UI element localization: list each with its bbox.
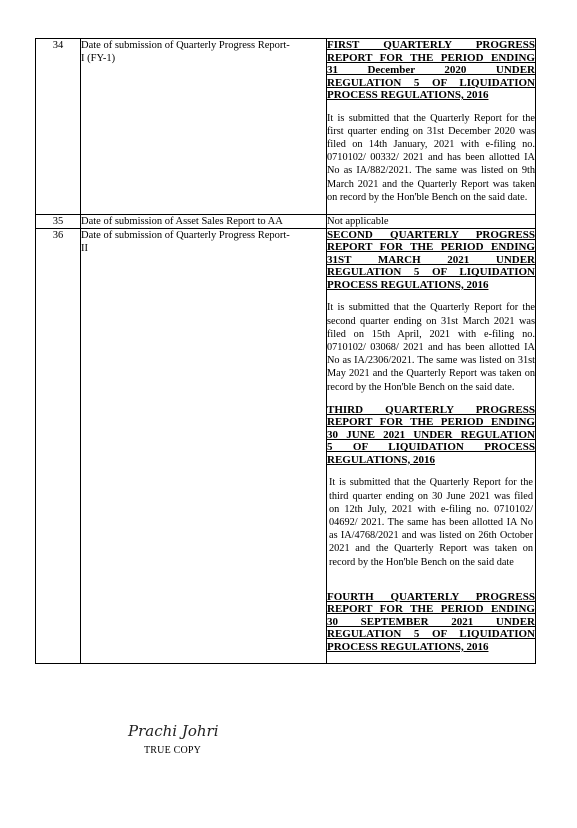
heading-line: REPORT FOR THE PERIOD ENDING — [327, 416, 535, 429]
row-value — [327, 228, 536, 663]
liquidation-status-table — [35, 38, 536, 664]
heading-line: REGULATIONS, 2016 — [327, 453, 435, 466]
heading-line: REPORT FOR THE PERIOD ENDING — [327, 241, 535, 254]
description-line: Date of submission of Asset Sales Report to AA — [81, 215, 283, 227]
heading-line: PROCESS REGULATIONS, 2016 — [327, 89, 489, 101]
heading-line: 31 December 2020 UNDER — [327, 64, 535, 76]
heading-line: PROCESS REGULATIONS, 2016 — [327, 278, 489, 291]
row-value — [327, 39, 536, 215]
report-paragraph: It is submitted that the Quarterly Report for the second quarter ending on 31st March 2021 was filed on 15th April, 2021 with e-filing no. 0710102/ 03068/ 2021 and has been allotted IA No as IA/2306/2021. The same was listed on 31st May 2021 and the Quarterly Report was taken on record by the Hon'ble Bench on the said date. — [327, 302, 535, 393]
heading-line: 30 JUNE 2021 UNDER REGULATION — [327, 428, 535, 441]
description-line: Date of submission of Quarterly Progress Report- — [81, 229, 290, 241]
heading-line: FOURTH QUARTERLY PROGRESS — [327, 590, 535, 603]
row-description — [81, 39, 327, 215]
true-copy-stamp: TRUE COPY — [144, 745, 202, 756]
heading-line: REPORT FOR THE PERIOD ENDING — [327, 51, 535, 64]
report-paragraph: It is submitted that the Quarterly Report for the first quarter ending on 31st December 2020 was filed on 14th January, 2021 with e-filing no. 0710102/ 00332/ 2021 and has been allotted IA No as IA/882/2021. The same was listed on 9th March 2021 and the Quarterly Report was taken on record by the Hon'ble Bench on the said date. — [327, 112, 535, 203]
row-value: Not applicable — [327, 214, 536, 228]
signature: Prachi Johri — [128, 722, 219, 740]
heading-line: PROCESS REGULATIONS, 2016 — [327, 640, 489, 653]
heading-line: REPORT FOR THE PERIOD ENDING — [327, 603, 535, 616]
heading-line: REGULATION 5 OF LIQUIDATION — [327, 76, 535, 89]
report-paragraph: It is submitted that the Quarterly Report for the third quarter ending on 30 June 2021 was filed on 12th July, 2021 with e-filing no. 0710102/ 04692/ 2021. The same has been allotted IA No as IA/4768/2021 and was listed on 26th October 2021 and the Quarterly Report was taken on record by the Hon'ble Bench on the said date — [329, 477, 533, 568]
table-row — [36, 228, 536, 663]
row-description — [81, 214, 327, 228]
table-row — [36, 39, 536, 215]
heading-line: 31ST MARCH 2021 UNDER — [327, 253, 535, 266]
report-heading — [327, 229, 535, 292]
row-number: 36 — [36, 228, 81, 663]
heading-line: 30 SEPTEMBER 2021 UNDER — [327, 615, 535, 628]
report-heading — [327, 591, 535, 654]
heading-line: THIRD QUARTERLY PROGRESS — [327, 403, 535, 416]
row-number: 35 — [36, 214, 81, 228]
description-line: Date of submission of Quarterly Progress Report- — [81, 40, 290, 51]
row-description — [81, 228, 327, 663]
heading-line: 5 OF LIQUIDATION PROCESS — [327, 441, 535, 454]
report-heading — [327, 39, 535, 102]
heading-line: REGULATION 5 OF LIQUIDATION — [327, 266, 535, 279]
table-row — [36, 214, 536, 228]
description-line: II — [81, 242, 88, 254]
heading-line: FIRST QUARTERLY PROGRESS — [327, 39, 535, 51]
description-line: I (FY-1) — [81, 53, 116, 64]
report-heading — [327, 404, 535, 467]
heading-line: REGULATION 5 OF LIQUIDATION — [327, 628, 535, 641]
heading-line: SECOND QUARTERLY PROGRESS — [327, 228, 535, 241]
row-number: 34 — [36, 39, 81, 215]
